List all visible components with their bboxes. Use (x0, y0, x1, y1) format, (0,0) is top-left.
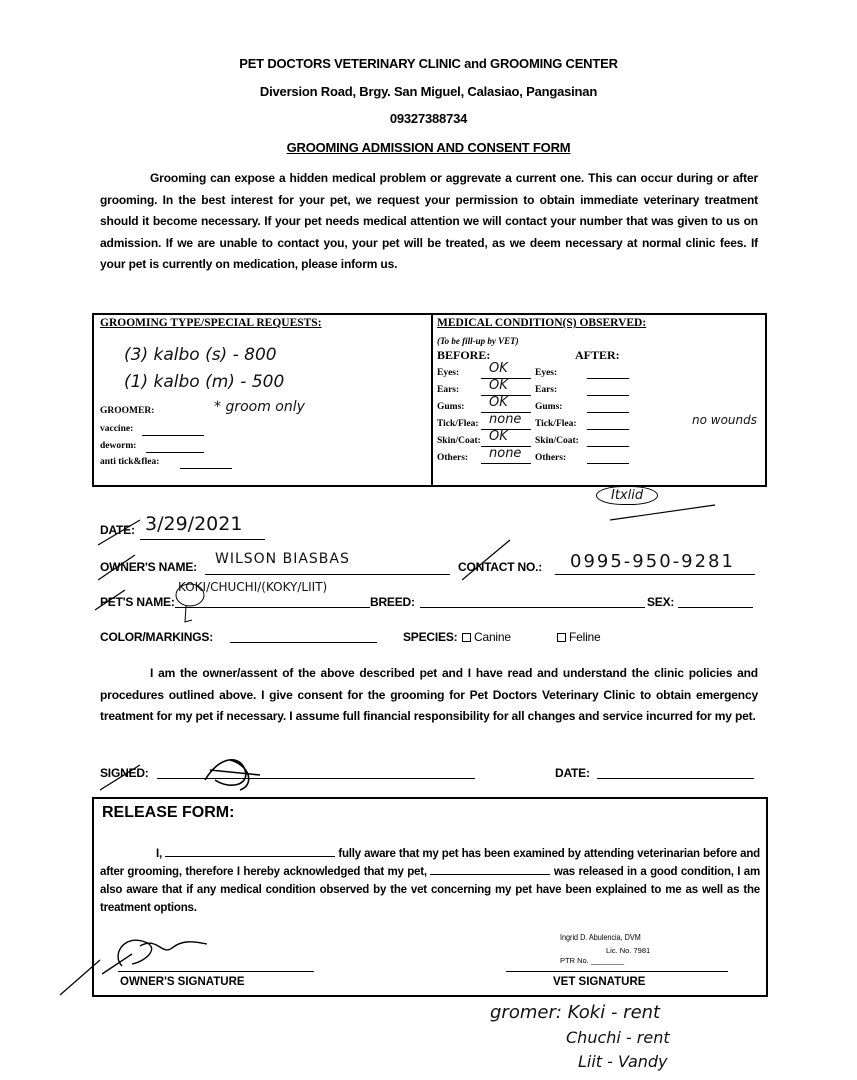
medical-after-line (587, 412, 629, 413)
medical-row-label: Skin/Coat: (437, 436, 481, 446)
vet-sig-line (506, 971, 728, 972)
owner-sig-line (118, 971, 314, 972)
release-text-a: I, (156, 848, 162, 860)
medical-row-label: Others: (437, 453, 469, 463)
release-text-b: fully aware that my pet has been examined by attending veterinarian before and after grooming, therefore I hereby acknowledged that my pet, (100, 848, 760, 878)
pet-name-label: PET'S NAME: (100, 595, 175, 609)
pet-name-value: KOKI/CHUCHI/(KOKY/LIIT) (178, 580, 328, 594)
medical-after-line (587, 463, 629, 464)
deworm-line (146, 452, 204, 453)
medical-row-label: Tick/Flea: (437, 419, 479, 429)
breed-label: BREED: (370, 595, 415, 609)
medical-row-value: OK (489, 395, 508, 410)
vet-ptr: PTR No. ________ (560, 956, 625, 965)
release-title: RELEASE FORM: (102, 804, 235, 821)
canine-option[interactable] (462, 630, 511, 644)
vet-sig-label: VET SIGNATURE (553, 976, 646, 988)
clinic-name: PET DOCTORS VETERINARY CLINIC and GROOMING CENTER (239, 56, 618, 71)
date-value: 3/29/2021 (145, 513, 243, 535)
medical-row-value: OK (489, 378, 508, 393)
breed-line (420, 607, 645, 608)
feline-checkbox[interactable] (557, 633, 566, 642)
pet-name-line (175, 607, 370, 608)
medical-row-after-label: Skin/Coat: (535, 436, 579, 446)
owner-release-signature (102, 926, 222, 976)
sex-label: SEX: (647, 595, 675, 609)
grooming-box-title: GROOMING TYPE/SPECIAL REQUESTS: (100, 317, 322, 329)
footer-note-1: gromer: Koki - rent (490, 1002, 661, 1023)
medical-after-line (587, 429, 629, 430)
medical-row-value: OK (489, 429, 508, 444)
feline-option[interactable] (557, 630, 600, 644)
medical-after-line (587, 446, 629, 447)
clinic-address: Diversion Road, Brgy. San Miguel, Calasiao, Pangasinan (259, 84, 598, 99)
clinic-phone: 09327388734 (389, 111, 468, 126)
form-title: GROOMING ADMISSION AND CONSENT FORM (286, 140, 571, 155)
canine-checkbox[interactable] (462, 633, 471, 642)
medical-after-line (587, 395, 629, 396)
color-label: COLOR/MARKINGS: (100, 630, 213, 644)
owner-name-value: WILSON BIASBAS (215, 551, 350, 567)
antitick-line (180, 468, 232, 469)
consent-paragraph: I am the owner/assent of the above described pet and I have read and understand the clinic policies and procedures outlined above. I give consent for the grooming for Pet Doctors Veterinary Clinic to obtain emergency treatment for my pet if necessary. I assume full financial responsibility for all changes and service incurred for my pet. (100, 666, 758, 723)
medical-box (429, 313, 767, 487)
medical-row-after-label: Eyes: (535, 368, 558, 378)
owner-sig-label: OWNER'S SIGNATURE (120, 976, 245, 988)
intro-paragraph: Grooming can expose a hidden medical problem or aggrevate a current one. This can occur during or after grooming. In the best interest for your pet, we request your permission to obtain immediate veterinary treatment should it become necessary. If your pet needs medical attention we will contact your number that was given to us on admission. If we are unable to contact you, your pet will be treated, as we deem necessary at normal clinic fees. If your pet is currently on medication, please inform us. (100, 171, 758, 271)
medical-row-value: none (489, 412, 522, 427)
deworm-label: deworm: (100, 441, 137, 451)
medical-before-line (481, 463, 531, 464)
contact-value: 0995-950-9281 (570, 551, 735, 572)
grooming-handwritten-2: (1) kalbo (m) - 500 (124, 372, 285, 392)
footer-note-2: Chuchi - rent (566, 1028, 670, 1047)
medical-subtitle: (To be fill-up by VET) (437, 336, 519, 346)
medical-row-value: OK (489, 361, 508, 376)
groomer-label: GROOMER: (100, 406, 155, 416)
medical-row-after-label: Gums: (535, 402, 563, 412)
medical-box-title: MEDICAL CONDITION(S) OBSERVED: (437, 317, 647, 329)
species-label: SPECIES: (403, 630, 458, 644)
color-line (230, 642, 377, 643)
canine-label: Canine (474, 630, 511, 644)
feline-label: Feline (569, 630, 601, 644)
vet-name: Ingrid D. Abulencia, DVM (560, 932, 641, 942)
date-label: DATE: (100, 523, 135, 537)
medical-row-label: Ears: (437, 385, 460, 395)
owner-name-label: OWNER'S NAME: (100, 560, 197, 574)
date-line (140, 539, 265, 540)
footer-note-3: Liit - Vandy (578, 1052, 668, 1071)
no-wounds-note: no wounds (692, 413, 757, 427)
release-text-c: was released in a good condition, I am also aware that if any medical condition observed by the vet concerning my pet have been explained to me as well as the treatment options. (100, 866, 761, 914)
owner-name-line (205, 574, 450, 575)
antitick-label: anti tick&flea: (100, 457, 160, 467)
owner-signature-scribble (200, 750, 270, 795)
release-text (100, 845, 760, 917)
stamp-note: Itxlid (596, 486, 658, 505)
medical-row-label: Gums: (437, 402, 465, 412)
medical-row-value: none (489, 446, 522, 461)
after-label: AFTER: (575, 348, 620, 362)
vaccine-line (142, 435, 204, 436)
medical-row-label: Eyes: (437, 368, 460, 378)
groomer-handwritten: * groom only (214, 399, 305, 415)
medical-row-after-label: Ears: (535, 385, 558, 395)
signed-date-label: DATE: (555, 766, 590, 780)
signed-date-line (597, 778, 754, 779)
release-box (92, 797, 768, 997)
medical-row-after-label: Others: (535, 453, 567, 463)
signed-label: SIGNED: (100, 766, 149, 780)
medical-row-after-label: Tick/Flea: (535, 419, 577, 429)
grooming-handwritten-1: (3) kalbo (s) - 800 (124, 345, 277, 365)
contact-label: CONTACT NO.: (458, 560, 543, 574)
before-label: BEFORE: (437, 348, 491, 362)
grooming-box (92, 313, 433, 487)
vet-license: Lic. No. 7981 (606, 946, 651, 955)
sex-line (678, 607, 753, 608)
contact-line (555, 574, 755, 575)
medical-after-line (587, 378, 629, 379)
vaccine-label: vaccine: (100, 424, 134, 434)
